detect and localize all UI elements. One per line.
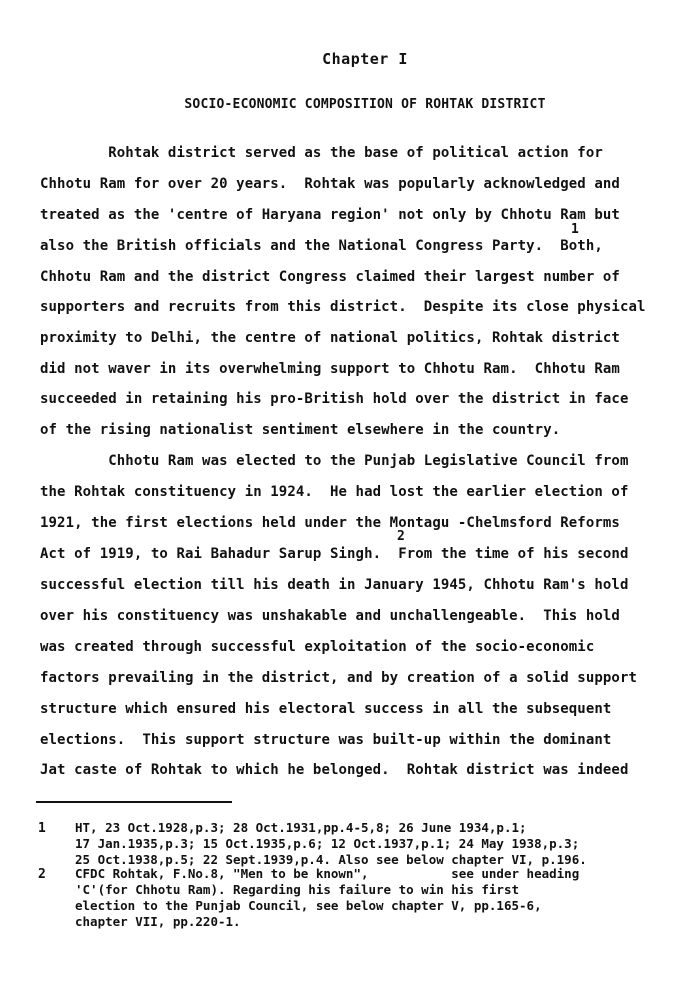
body-line: Chhotu Ram was elected to the Punjab Legislative Council from bbox=[40, 453, 629, 469]
body-line: elections. This support structure was built-up within the dominant bbox=[40, 732, 612, 748]
body-line: factors prevailing in the district, and by creation of a solid support bbox=[40, 670, 638, 686]
footnote-line: CFDC Rohtak, F.No.8, "Men to be known", see under heading bbox=[75, 866, 580, 881]
body-line: Chhotu Ram for over 20 years. Rohtak was popularly acknowledged and bbox=[40, 176, 620, 192]
body-line: over his constituency was unshakable and unchallengeable. This hold bbox=[40, 608, 620, 624]
body-line: was created through successful exploitation of the socio-economic bbox=[40, 639, 595, 655]
body-line: also the British officials and the National Congress Party. Both, bbox=[40, 238, 603, 254]
footnote-line: 'C'(for Chhotu Ram). Regarding his failure to win his first bbox=[75, 882, 520, 897]
body-line: treated as the 'centre of Haryana region' not only by Chhotu Ram but bbox=[40, 207, 620, 223]
body-line: proximity to Delhi, the centre of national politics, Rohtak district bbox=[40, 330, 620, 346]
footnote-divider bbox=[36, 801, 232, 803]
body-line: succeeded in retaining his pro-British hold over the district in face bbox=[40, 391, 629, 407]
body-line: supporters and recruits from this district. Despite its close physical bbox=[40, 299, 646, 315]
body-line: Act of 1919, to Rai Bahadur Sarup Singh. From the time of his second bbox=[40, 546, 629, 562]
footnote-line: 17 Jan.1935,p.3; 15 Oct.1935,p.6; 12 Oct.1937,p.1; 24 May 1938,p.3; bbox=[75, 836, 580, 851]
footnote-line: HT, 23 Oct.1928,p.3; 28 Oct.1931,pp.4-5,8; 26 June 1934,p.1; bbox=[75, 820, 527, 835]
chapter-heading: Chapter I bbox=[322, 50, 408, 68]
body-line: structure which ensured his electoral success in all the subsequent bbox=[40, 701, 612, 717]
body-line: the Rohtak constituency in 1924. He had lost the earlier election of bbox=[40, 484, 629, 500]
body-line: of the rising nationalist sentiment elsewhere in the country. bbox=[40, 422, 561, 438]
chapter-title: SOCIO-ECONOMIC COMPOSITION OF ROHTAK DISTRICT bbox=[184, 97, 546, 112]
footnote-marker: 2 bbox=[397, 529, 405, 544]
body-line: Rohtak district served as the base of political action for bbox=[40, 145, 603, 161]
footnote-line: 25 Oct.1938,p.5; 22 Sept.1939,p.4. Also see below chapter VI, p.196. bbox=[75, 852, 587, 867]
body-line: successful election till his death in January 1945, Chhotu Ram's hold bbox=[40, 577, 629, 593]
footnote-number: 1 bbox=[38, 821, 46, 836]
footnote-number: 2 bbox=[38, 867, 46, 882]
footnote-marker: 1 bbox=[571, 222, 579, 237]
body-line: Chhotu Ram and the district Congress claimed their largest number of bbox=[40, 269, 620, 285]
body-line: Jat caste of Rohtak to which he belonged. Rohtak district was indeed bbox=[40, 762, 629, 778]
footnote-line: chapter VII, pp.220-1. bbox=[75, 914, 241, 929]
body-line: did not waver in its overwhelming support to Chhotu Ram. Chhotu Ram bbox=[40, 361, 620, 377]
body-line: 1921, the first elections held under the Montagu -Chelmsford Reforms bbox=[40, 515, 620, 531]
footnote-line: election to the Punjab Council, see below chapter V, pp.165-6, bbox=[75, 898, 542, 913]
